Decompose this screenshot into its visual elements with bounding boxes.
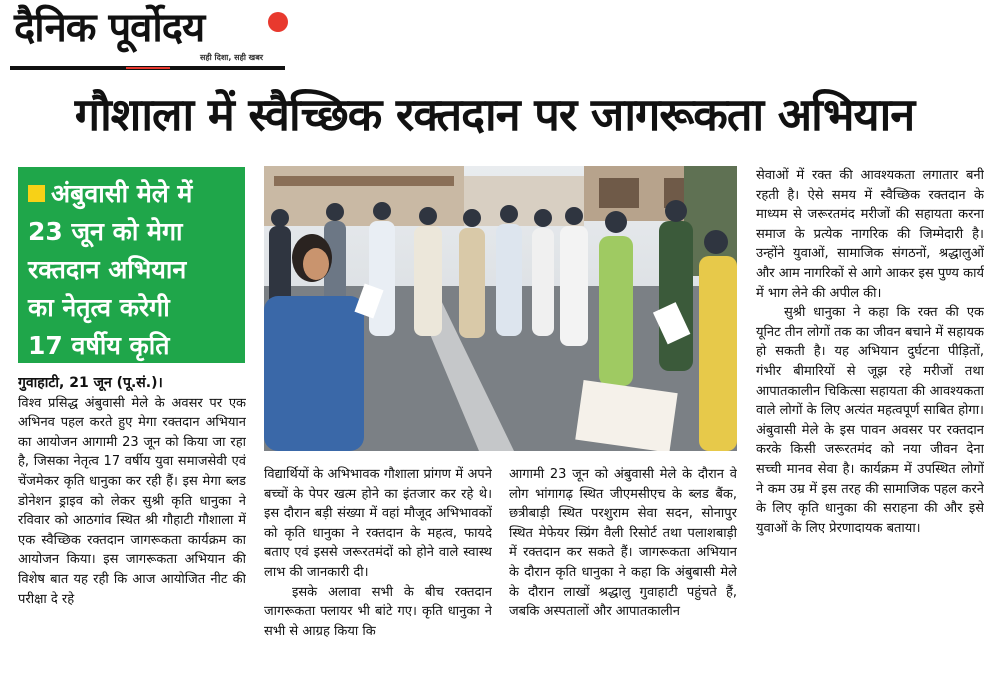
masthead-sun-icon [268, 12, 288, 32]
sidebar-highlight-box [18, 167, 245, 363]
masthead [10, 0, 285, 72]
article-paragraph: सेवाओं में रक्त की आवश्यकता लगातार बनी रहती है। ऐसे समय में स्वैच्छिक रक्तदान के माध्यम से जरूरतमंद मरीजों की सहायता करना समाज के प्रत्येक नागरिक की जिम्मेदारी है। उन्होंने युवाओं, सामाजिक संगठनों, श्रद्धालुओं और आम नागरिकों से आगे आकर इस पुण्य कार्य में भाग लेने की अपील की। [756, 168, 984, 301]
highlight-line: 23 जून को मेगा [28, 217, 183, 246]
article-paragraph: विश्व प्रसिद्ध अंबुवासी मेले के अवसर पर एक अभिनव पहल करते हुए मेगा रक्तदान अभियान का आयोजन आगामी 23 जून को किया जा रहा है, जिसका नेतृत्व 17 वर्षीय युवा समाजसेवी एवं चेंजमेकर कृति धानुका कर रही हैं। इस मेगा ब्लड डोनेशन ड्राइव को लेकर सुश्री कृति धानुका ने रविवार को आठगांव स्थित श्री गौहाटी गौशाला में एक स्वैच्छिक रक्तदान जागरूकता कार्यक्रम का आयोजन किया। इस जागरूकता अभियान की विशेष बात यह रही कि आज आयोजित नीट की परीक्षा दे रहे [18, 395, 246, 607]
article-column-2 [264, 465, 492, 693]
photo-blood-donation-awareness-group [264, 166, 737, 451]
article-column-3 [509, 465, 737, 693]
masthead-tagline: सही दिशा, सही खबर [200, 53, 264, 62]
article-paragraph: इसके अलावा सभी के बीच रक्तदान जागरूकता फ्लायर भी बांटे गए। कृति धानुका ने सभी से आग्रह किया कि [264, 584, 492, 639]
news-photo [264, 166, 737, 451]
headline: गौशाला में स्वैच्छिक रक्तदान पर जागरूकता अभियान [74, 88, 915, 141]
dateline: गुवाहाटी, 21 जून (पू.सं.)। [18, 375, 163, 391]
article-column-1 [18, 374, 246, 692]
highlight-line: रक्तदान अभियान [28, 255, 187, 284]
masthead-rule-accent [126, 67, 170, 69]
masthead-title: दैनिक पूर्वोदय [14, 5, 205, 51]
article-column-4 [756, 166, 984, 693]
article-paragraph: विद्यार्थियों के अभिभावक गौशाला प्रांगण में अपने बच्चों के पेपर खत्म होने का इंतजार कर रहे थे। इस दौरान बड़ी संख्या में वहां मौजूद अभिभावकों को कृति धानुका ने रक्तदान के महत्व, फायदे बताए एवं इससे जरूरतमंदों को होने वाले स्वास्थ लाभ की जानकारी दी। [264, 467, 492, 580]
highlight-line: 17 वर्षीय कृति [28, 331, 170, 360]
square-bullet-icon [28, 185, 45, 202]
highlight-line: अंबुवासी मेले में [28, 175, 235, 213]
article-paragraph: सुश्री धानुका ने कहा कि रक्त की एक यूनिट तीन लोगों तक का जीवन बचाने में सहायक हो सकती है। यह अभियान दुर्घटना पीड़ितों, गंभीर बीमारियों से जूझ रहे मरीजों तथा आपातकालीन चिकित्सा सहायता की आवश्यकता वाले लोगों के लिए अत्यंत महत्वपूर्ण साबित होगा। अंबुवासी मेले के इस पावन अवसर पर रक्तदान करके किसी जरूरतमंद को नया जीवन देना सच्ची मानव सेवा है। कार्यक्रम में उपस्थित लोगों ने कम उम्र में इस तरह की सामाजिक पहल करने के लिए कृति धानुका की सराहना की और इसे युवाओं के लिए प्रेरणादायक बताया। [756, 305, 984, 536]
article-paragraph: आगामी 23 जून को अंबुवासी मेले के दौरान वे लोग भांगागढ़ स्थित जीएमसीएच के ब्लड बैंक, छत्रीबाड़ी स्थित परशुराम सेवा सदन, सोनापुर स्थित मेफेयर स्प्रिंग वैली रिसोर्ट तथा पलाशबाड़ी में रक्तदान कर सकते हैं। जागरूकता अभियान के दौरान कृति धानुका ने कहा कि अंबुबासी मेले के दौरान लाखों श्रद्धालु गुवाहाटी पहुंचते हैं, जबकि अस्पतालों और आपातकालीन [509, 467, 737, 620]
highlight-line: का नेतृत्व करेगी [28, 293, 170, 322]
